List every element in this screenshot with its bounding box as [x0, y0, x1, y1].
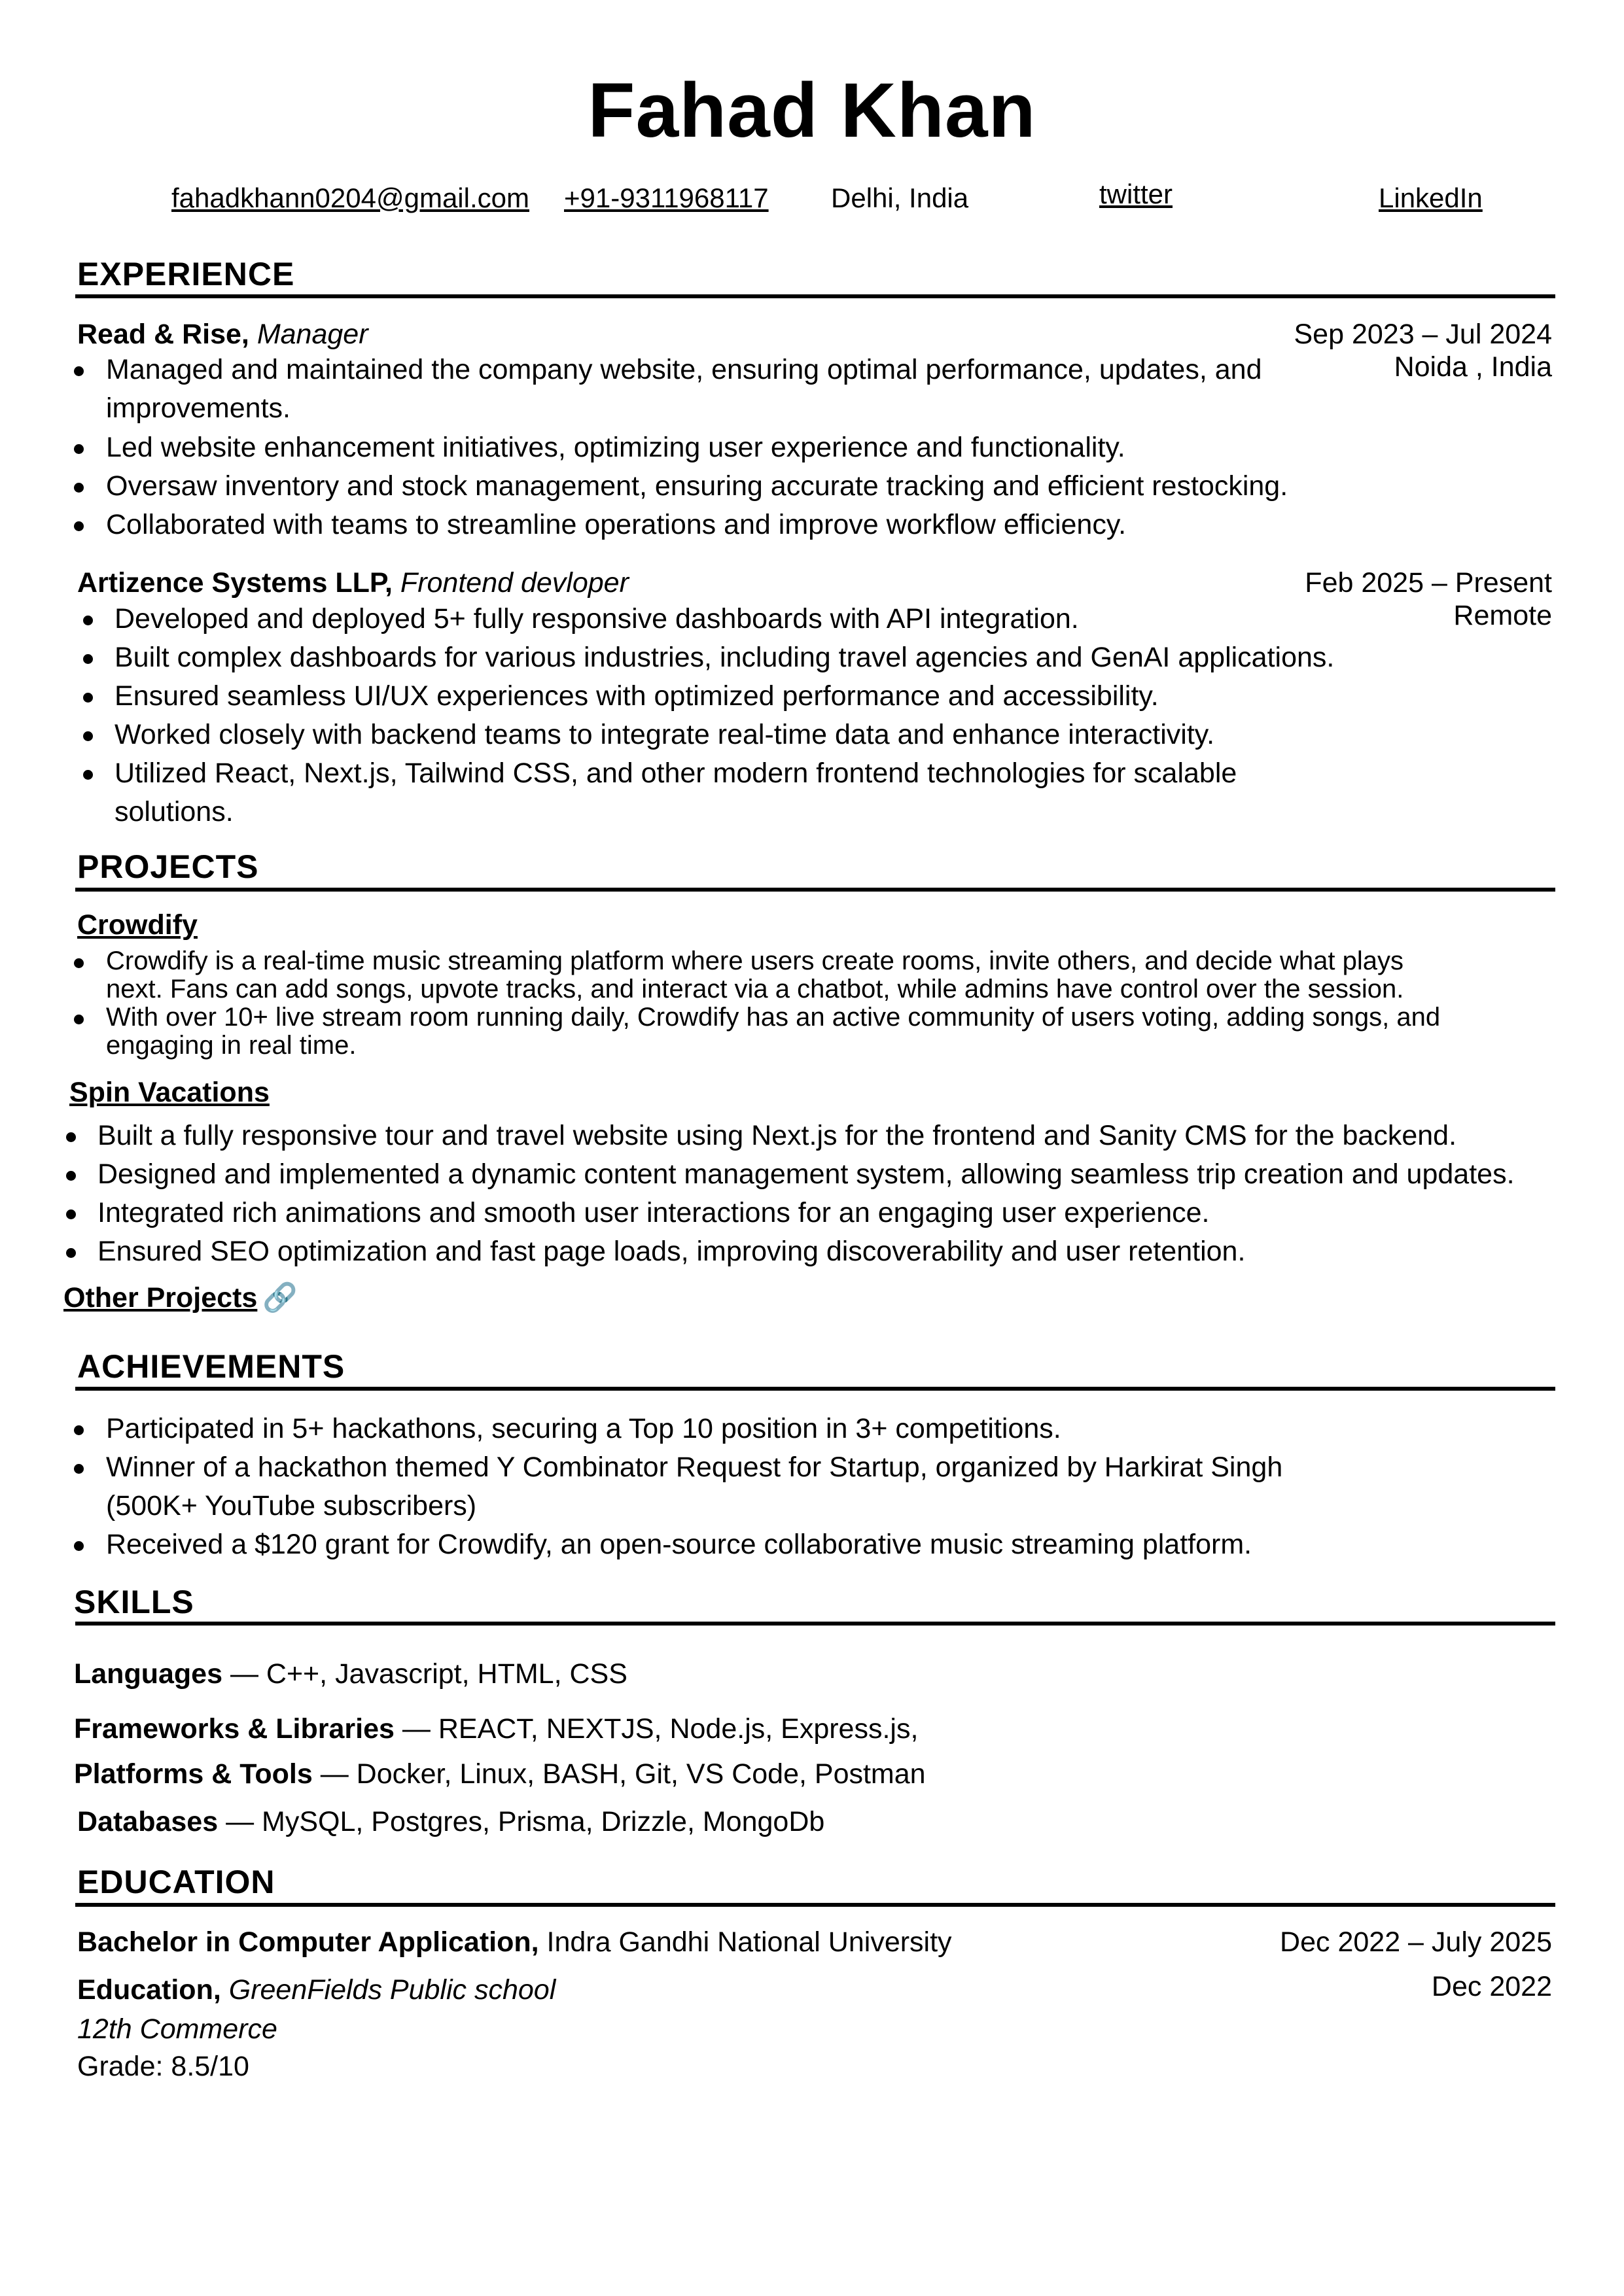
- skills-divider: [75, 1622, 1555, 1626]
- job-bullet: Collaborated with teams to streamline operations and improve workflow efficiency.: [106, 509, 1127, 540]
- education-heading: EDUCATION: [77, 1864, 275, 1900]
- project-title-spin-vacations[interactable]: Spin Vacations: [69, 1077, 270, 1108]
- job-role: Manager: [256, 319, 368, 350]
- bullet-dot: [83, 731, 93, 741]
- achievement-line: Winner of a hackathon themed Y Combinator Request for Startup, organized by Harkirat Singh: [106, 1452, 1283, 1483]
- job-company: Artizence Systems LLP,: [77, 567, 393, 599]
- skill-value: — REACT, NEXTJS, Node.js, Express.js,: [394, 1713, 919, 1745]
- bullet-dot: [74, 1425, 84, 1435]
- link-icon: 🔗: [262, 1282, 298, 1313]
- twitter-link[interactable]: twitter: [1099, 179, 1173, 209]
- bullet-dot: [74, 521, 84, 531]
- achievement-line-continued: (500K+ YouTube subscribers): [106, 1490, 477, 1522]
- project-line: Integrated rich animations and smooth user interactions for an engaging user experience.: [97, 1197, 1210, 1228]
- education-detail: [77, 2013, 277, 2047]
- bullet-dot: [66, 1132, 76, 1142]
- job-company: Read & Rise,: [77, 319, 249, 350]
- skill-value: — MySQL, Postgres, Prisma, Drizzle, MongoDb: [218, 1806, 825, 1837]
- project-line-continued: engaging in real time.: [106, 1031, 357, 1060]
- education-degree: Education,: [77, 1974, 221, 2006]
- bullet-dot: [66, 1171, 76, 1181]
- education-grade: Grade: 8.5/10: [77, 2051, 249, 2082]
- job-role: Frontend devloper: [400, 567, 629, 599]
- skill-label: Frameworks & Libraries: [74, 1713, 395, 1745]
- project-line-continued: next. Fans can add songs, upvote tracks, and interact via a chatbot, while admins have control over the session.: [106, 975, 1404, 1003]
- job-bullet: Oversaw inventory and stock management, ensuring accurate tracking and efficient restocking.: [106, 470, 1288, 502]
- job-bullet-continued: solutions.: [115, 796, 234, 827]
- candidate-name: Fahad Khan: [588, 67, 1036, 154]
- other-projects-label: Other Projects: [63, 1282, 258, 1313]
- achievement-line: Participated in 5+ hackathons, securing a Top 10 position in 3+ competitions.: [106, 1413, 1061, 1444]
- bullet-dot: [74, 1464, 84, 1474]
- bullet-dot: [74, 1541, 84, 1551]
- bullet-dot: [74, 483, 84, 493]
- projects-heading: PROJECTS: [77, 848, 259, 885]
- location-text: Delhi, India: [831, 183, 969, 213]
- linkedin-link[interactable]: LinkedIn: [1379, 183, 1483, 213]
- education-school: GreenFields Public school: [221, 1974, 556, 2006]
- job-bullet: Utilized React, Next.js, Tailwind CSS, and other modern frontend technologies for scalable: [115, 757, 1237, 789]
- achievements-heading: ACHIEVEMENTS: [77, 1348, 345, 1385]
- project-line: Designed and implemented a dynamic content management system, allowing seamless trip creation and updates.: [97, 1158, 1515, 1190]
- job-title-line: [77, 566, 629, 600]
- bullet-dot: [74, 366, 84, 376]
- education-detail-text: 12th Commerce: [77, 2013, 277, 2045]
- skill-label: Databases: [77, 1806, 219, 1837]
- skill-label: Languages: [74, 1658, 222, 1690]
- other-projects-link[interactable]: [63, 1281, 298, 1315]
- education-divider: [75, 1903, 1555, 1907]
- job-bullet: Developed and deployed 5+ fully responsive dashboards with API integration.: [115, 603, 1079, 635]
- job-bullet: Ensured seamless UI/UX experiences with optimized performance and accessibility.: [115, 680, 1159, 712]
- achievements-divider: [75, 1387, 1555, 1391]
- job-dates: Sep 2023 – Jul 2024: [1294, 319, 1552, 350]
- job-bullet: Managed and maintained the company website, ensuring optimal performance, updates, and: [106, 354, 1262, 385]
- job-bullet: Led website enhancement initiatives, optimizing user experience and functionality.: [106, 432, 1125, 463]
- bullet-dot: [66, 1248, 76, 1258]
- project-line: With over 10+ live stream room running daily, Crowdify has an active community of users voting, adding songs, and: [106, 1003, 1441, 1032]
- bullet-dot: [74, 958, 84, 968]
- skill-row-databases: [77, 1805, 824, 1839]
- education-degree: Bachelor in Computer Application,: [77, 1926, 539, 1958]
- bullet-dot: [83, 693, 93, 703]
- experience-heading: EXPERIENCE: [77, 256, 295, 292]
- experience-divider: [75, 294, 1555, 298]
- education-entry: [77, 1926, 952, 1960]
- skills-heading: SKILLS: [74, 1584, 194, 1620]
- skill-value: — C++, Javascript, HTML, CSS: [222, 1658, 627, 1690]
- job-dates: Feb 2025 – Present: [1305, 567, 1552, 599]
- job-bullet: Worked closely with backend teams to integrate real-time data and enhance interactivity.: [115, 719, 1215, 750]
- project-line: Built a fully responsive tour and travel website using Next.js for the frontend and Sanity CMS for the backend.: [97, 1120, 1457, 1151]
- job-bullet: Built complex dashboards for various industries, including travel agencies and GenAI applications.: [115, 642, 1335, 673]
- email-link[interactable]: fahadkhann0204@gmail.com: [171, 183, 529, 213]
- education-school: Indra Gandhi National University: [538, 1926, 952, 1958]
- project-line: Crowdify is a real-time music streaming platform where users create rooms, invite others, and decide what plays: [106, 947, 1404, 975]
- phone-link[interactable]: +91-9311968117: [564, 183, 769, 213]
- job-bullet-continued: improvements.: [106, 392, 291, 424]
- projects-divider: [75, 888, 1555, 892]
- education-dates: Dec 2022 – July 2025: [1280, 1926, 1552, 1958]
- education-dates: Dec 2022: [1431, 1971, 1552, 2002]
- project-title-crowdify[interactable]: Crowdify: [77, 909, 198, 941]
- bullet-dot: [66, 1209, 76, 1219]
- job-location: Remote: [1453, 600, 1552, 631]
- skill-label: Platforms & Tools: [74, 1758, 313, 1790]
- bullet-dot: [83, 770, 93, 780]
- skill-row-languages: [74, 1658, 627, 1692]
- job-location: Noida , India: [1394, 351, 1552, 383]
- job-title-line: [77, 318, 368, 352]
- bullet-dot: [74, 444, 84, 454]
- skill-row-frameworks: [74, 1713, 918, 1747]
- achievement-line: Received a $120 grant for Crowdify, an open-source collaborative music streaming platform.: [106, 1529, 1252, 1560]
- skill-row-platforms: [74, 1758, 926, 1792]
- project-line: Ensured SEO optimization and fast page loads, improving discoverability and user retention.: [97, 1236, 1246, 1267]
- bullet-dot: [74, 1015, 84, 1024]
- education-entry: [77, 1974, 556, 2008]
- skill-value: — Docker, Linux, BASH, Git, VS Code, Postman: [312, 1758, 926, 1790]
- bullet-dot: [83, 616, 93, 625]
- bullet-dot: [83, 654, 93, 664]
